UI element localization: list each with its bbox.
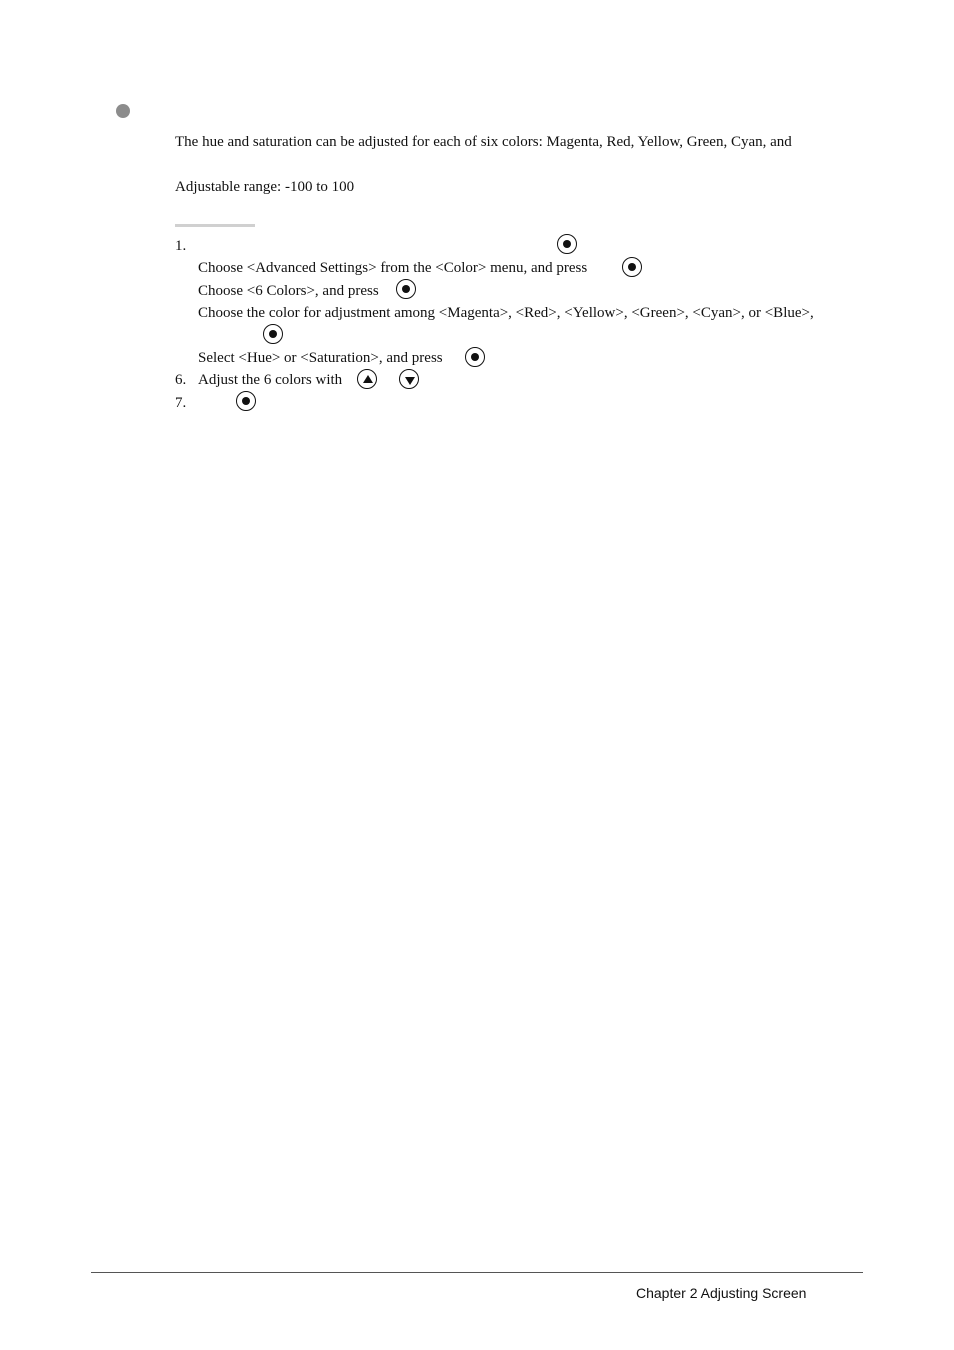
enter-button-icon [263, 324, 283, 344]
up-arrow-button-icon [357, 369, 377, 389]
adjustable-range: Adjustable range: -100 to 100 [175, 179, 355, 195]
step-text: Adjust the 6 colors with [198, 372, 343, 388]
enter-button-icon [236, 391, 256, 411]
step-number: 1. [175, 238, 187, 254]
footer-chapter-title: Chapter 2 Adjusting Screen [636, 1285, 807, 1301]
intro-paragraph: The hue and saturation can be adjusted for each of six colors: Magenta, Red, Yellow, Green, Cyan, and [175, 134, 792, 150]
procedure-divider [175, 224, 255, 227]
step-number: 6. [175, 372, 187, 388]
enter-button-icon [396, 279, 416, 299]
step-text: Choose <Advanced Settings> from the <Color> menu, and press [198, 260, 588, 276]
step-number: 7. [175, 395, 187, 411]
enter-button-icon [622, 257, 642, 277]
down-arrow-button-icon [399, 369, 419, 389]
enter-button-icon [557, 234, 577, 254]
enter-button-icon [465, 347, 485, 367]
step-text: Choose the color for adjustment among <Magenta>, <Red>, <Yellow>, <Green>, <Cyan>, or <Blue>, [198, 305, 814, 321]
step-text: Select <Hue> or <Saturation>, and press [198, 350, 443, 366]
step-text: Choose <6 Colors>, and press [198, 283, 379, 299]
footer-divider [91, 1272, 863, 1273]
section-bullet-icon [116, 104, 130, 118]
